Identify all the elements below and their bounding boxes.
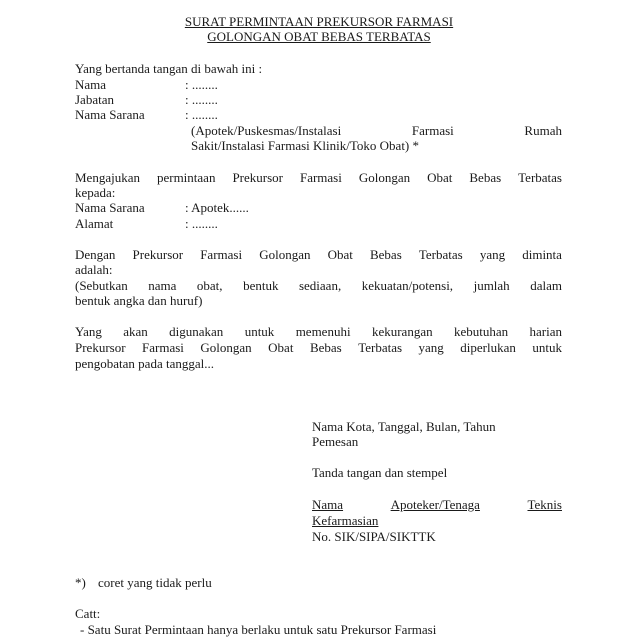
drugs-word: Dengan bbox=[75, 247, 116, 262]
purpose-word: yang bbox=[418, 340, 444, 355]
nama-value: : ........ bbox=[185, 77, 218, 92]
drugs-instruction-word: bentuk bbox=[243, 278, 279, 293]
purpose-word: untuk bbox=[244, 324, 275, 339]
sarana-note-word: Farmasi bbox=[411, 123, 454, 138]
drugs-word: Golongan bbox=[259, 247, 311, 262]
request-word: Bebas bbox=[469, 170, 502, 185]
drugs-instruction-word: dalam bbox=[530, 278, 562, 293]
purpose-word: kebutuhan bbox=[453, 324, 509, 339]
purpose-line-1 bbox=[75, 324, 562, 340]
request-line-1 bbox=[75, 170, 562, 186]
pharmacist-word: Nama bbox=[312, 497, 344, 512]
drugs-word: Bebas bbox=[369, 247, 402, 262]
jabatan-value: : ........ bbox=[185, 92, 218, 107]
drugs-word: diminta bbox=[522, 247, 562, 262]
drugs-line-2: adalah: bbox=[75, 262, 113, 277]
drugs-line-4: bentuk angka dan huruf) bbox=[75, 293, 203, 308]
sarana-note-word: (Apotek/Puskesmas/Instalasi bbox=[191, 123, 342, 138]
pharmacist-name-line-2: Kefarmasian bbox=[312, 513, 379, 528]
sarana-note-word: Rumah bbox=[524, 123, 562, 138]
purpose-word: Yang bbox=[75, 324, 102, 339]
alamat-label: Alamat bbox=[75, 216, 114, 231]
nama-label: Nama bbox=[75, 77, 107, 92]
purpose-word: akan bbox=[123, 324, 148, 339]
drugs-instruction-word: sediaan, bbox=[298, 278, 342, 293]
purpose-word: digunakan bbox=[169, 324, 224, 339]
catt-label: Catt: bbox=[75, 606, 101, 621]
drugs-line-3 bbox=[75, 278, 562, 294]
purpose-word: untuk bbox=[532, 340, 562, 355]
sarana-note-line-1 bbox=[191, 123, 562, 139]
jabatan-label: Jabatan bbox=[75, 92, 114, 107]
footnote-text: coret yang tidak perlu bbox=[98, 575, 212, 590]
purpose-word: memenuhi bbox=[295, 324, 351, 339]
request-word: Mengajukan bbox=[75, 170, 140, 185]
pharmacist-name-line-1 bbox=[312, 497, 562, 513]
drugs-word: Terbatas bbox=[418, 247, 463, 262]
sign-stamp-label: Tanda tangan dan stempel bbox=[312, 465, 448, 480]
title-line-1: SURAT PERMINTAAN PREKURSOR FARMASI bbox=[184, 14, 454, 29]
drugs-word: Prekursor bbox=[132, 247, 184, 262]
drugs-instruction-word: kekuatan/potensi, bbox=[361, 278, 454, 293]
nama-sarana-value: : ........ bbox=[185, 107, 218, 122]
purpose-word: kekurangan bbox=[371, 324, 433, 339]
license-number: No. SIK/SIPA/SIKTTK bbox=[312, 529, 436, 544]
drugs-instruction-word: jumlah bbox=[473, 278, 510, 293]
request-word: Obat bbox=[427, 170, 453, 185]
purpose-line-3: pengobatan pada tanggal... bbox=[75, 356, 214, 371]
request-word: Golongan bbox=[358, 170, 411, 185]
purpose-word: Golongan bbox=[200, 340, 252, 355]
intro-text: Yang bertanda tangan di bawah ini : bbox=[75, 61, 263, 76]
title-line-2: GOLONGAN OBAT BEBAS TERBATAS bbox=[207, 29, 431, 44]
purpose-word: Terbatas bbox=[358, 340, 403, 355]
pharmacist-word: Teknis bbox=[527, 497, 562, 512]
purpose-word: Obat bbox=[268, 340, 294, 355]
pharmacist-word: Apoteker/Tenaga bbox=[390, 497, 480, 512]
request-word: Prekursor bbox=[232, 170, 283, 185]
drugs-instruction-word: nama bbox=[148, 278, 177, 293]
place-date: Nama Kota, Tanggal, Bulan, Tahun bbox=[312, 419, 496, 434]
drugs-word: Farmasi bbox=[200, 247, 243, 262]
drugs-word: yang bbox=[479, 247, 506, 262]
purpose-word: Bebas bbox=[309, 340, 342, 355]
catt-note-line: - Satu Surat Permintaan hanya berlaku untuk satu Prekursor Farmasi bbox=[80, 622, 437, 637]
drugs-line-1 bbox=[75, 247, 562, 263]
request-sarana-label: Nama Sarana bbox=[75, 200, 145, 215]
sarana-note-line-2: Sakit/Instalasi Farmasi Klinik/Toko Obat) * bbox=[191, 138, 420, 153]
drugs-word: Obat bbox=[327, 247, 353, 262]
purpose-line-2 bbox=[75, 340, 562, 356]
nama-sarana-label: Nama Sarana bbox=[75, 107, 145, 122]
purpose-word: Farmasi bbox=[142, 340, 184, 355]
footnote-mark: *) bbox=[75, 575, 86, 590]
request-line-2: kepada: bbox=[75, 185, 116, 200]
request-word: Terbatas bbox=[518, 170, 562, 185]
purpose-word: Prekursor bbox=[75, 340, 126, 355]
drugs-instruction-word: obat, bbox=[196, 278, 223, 293]
request-word: Farmasi bbox=[299, 170, 342, 185]
drugs-instruction-word: (Sebutkan bbox=[75, 278, 128, 293]
purpose-word: diperlukan bbox=[460, 340, 516, 355]
alamat-value: : ........ bbox=[185, 216, 218, 231]
pemesan-label: Pemesan bbox=[312, 434, 359, 449]
request-word: permintaan bbox=[156, 170, 216, 185]
request-sarana-value: : Apotek...... bbox=[185, 200, 249, 215]
purpose-word: harian bbox=[529, 324, 562, 339]
